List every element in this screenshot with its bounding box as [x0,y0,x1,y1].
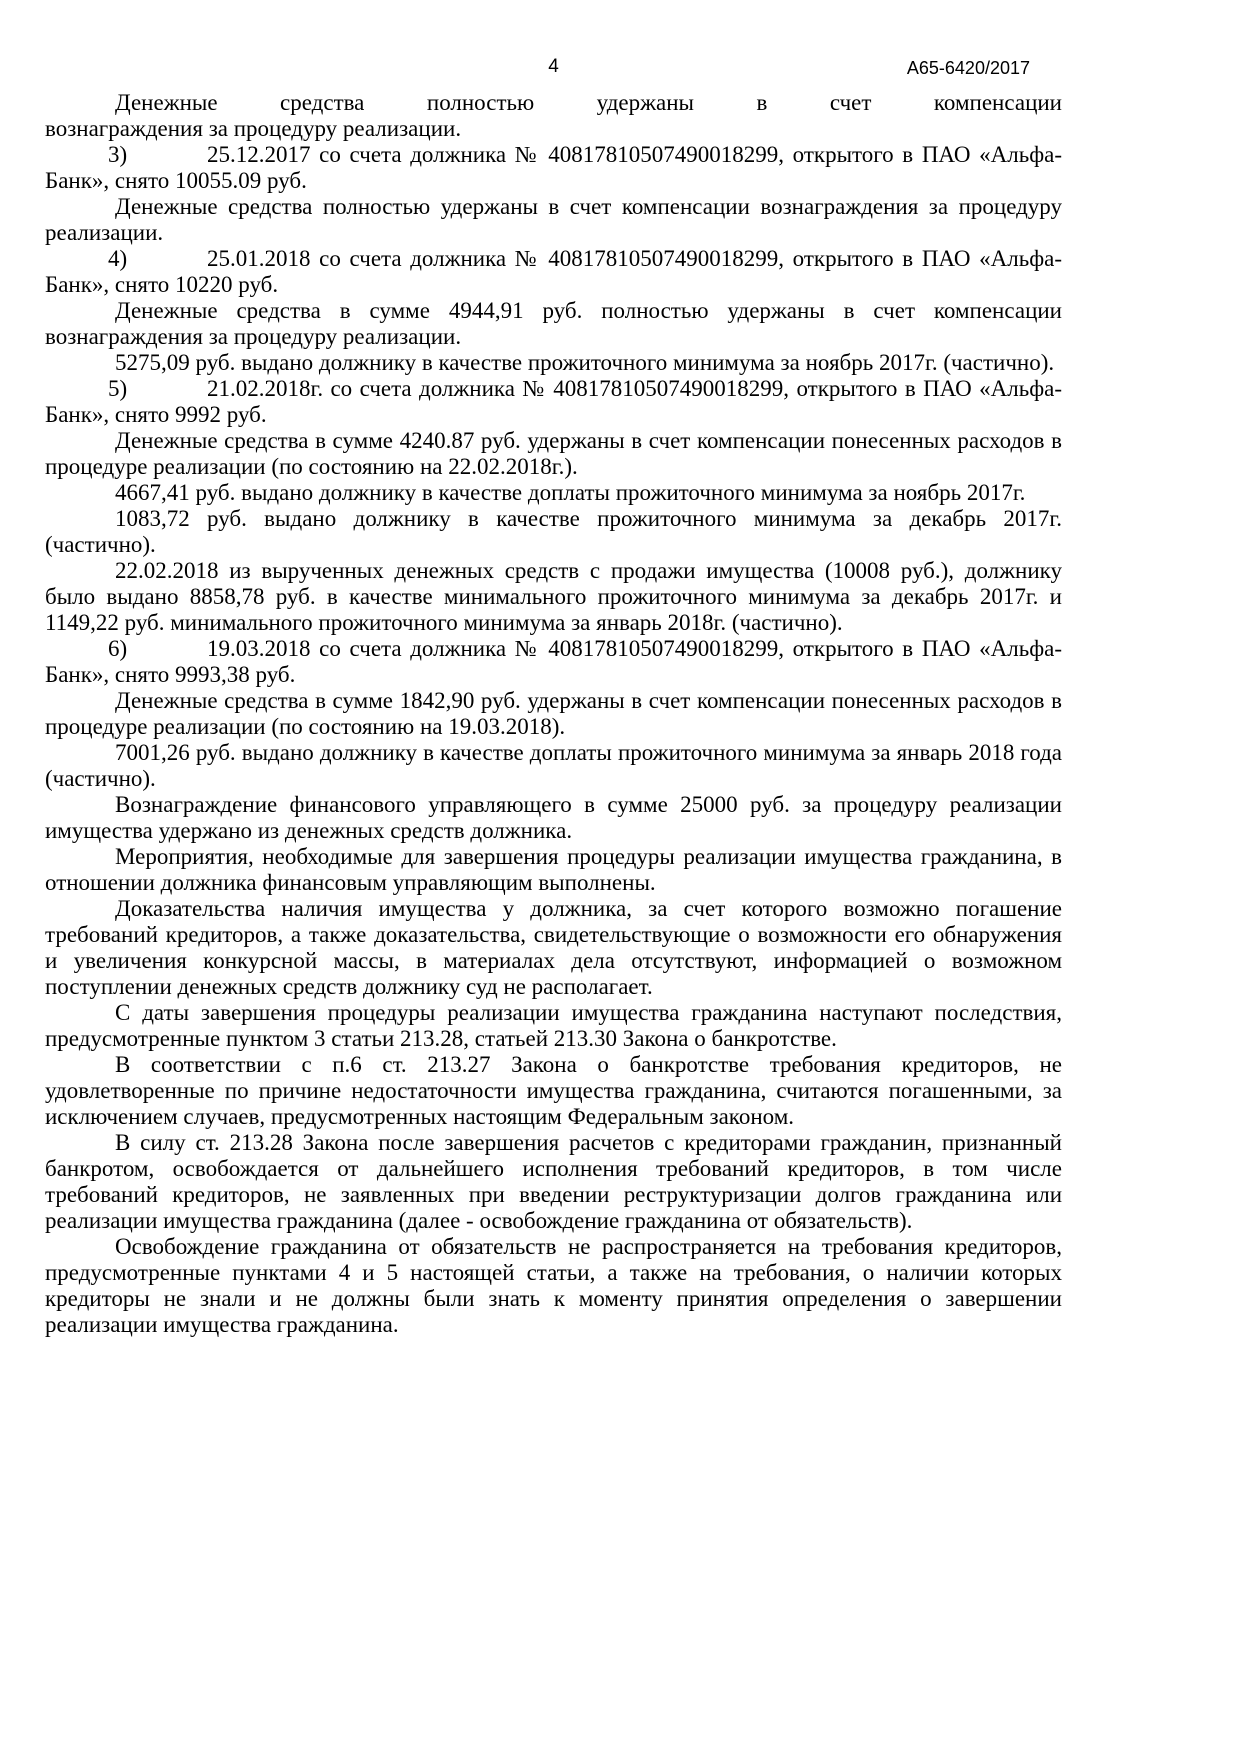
paragraph: В силу ст. 213.28 Закона после завершения расчетов с кредиторами гражданин, признанный банкротом, освобождается от дальнейшего исполнения требований кредиторов, в том числе требований кредиторов, не заявленных при введении реструктуризации долгов гражданина или реализации имущества гражданина (далее - освобождение гражданина от обязательств). [45,1130,1062,1233]
paragraph: Освобождение гражданина от обязательств не распространяется на требования кредиторов, предусмотренные пунктами 4 и 5 настоящей статьи, а также на требования, о наличии которых кредиторы не знали и не должны были знать к моменту принятия определения о завершении реализации имущества гражданина. [45,1234,1062,1337]
paragraph [45,90,1062,142]
paragraph: Мероприятия, необходимые для завершения процедуры реализации имущества гражданина, в отношении должника финансовым управляющим выполнены. [45,844,1062,895]
paragraph: В соответствии с п.6 ст. 213.27 Закона о банкротстве требования кредиторов, не удовлетворенные по причине недостаточности имущества гражданина, считаются погашенными, за исключением случаев, предусмотренных настоящим Федеральным законом. [45,1052,1062,1129]
paragraph: 6) 19.03.2018 со счета должника № 40817810507490018299, открытого в ПАО «Альфа-Банк», снято 9993,38 руб. [45,636,1062,687]
paragraph: Вознаграждение финансового управляющего в сумме 25000 руб. за процедуру реализации имущества удержано из денежных средств должника. [45,792,1062,843]
paragraph-line: вознаграждения за процедуру реализации. [45,116,462,141]
case-number: А65-6420/2017 [906,58,1030,78]
paragraph: 4667,41 руб. выдано должнику в качестве доплаты прожиточного минимума за ноябрь 2017г. [115,480,1026,505]
paragraph: Денежные средства в сумме 4240.87 руб. удержаны в счет компенсации понесенных расходов в процедуре реализации (по состоянию на 22.02.2018г.). [45,428,1062,479]
paragraph: Денежные средства в сумме 1842,90 руб. удержаны в счет компенсации понесенных расходов в процедуре реализации (по состоянию на 19.03.2018). [45,688,1062,739]
paragraph: 5) 21.02.2018г. со счета должника № 40817810507490018299, открытого в ПАО «Альфа-Банк», снято 9992 руб. [45,376,1062,427]
paragraph-number: 3) [108,142,128,167]
paragraph: 5275,09 руб. выдано должнику в качестве прожиточного минимума за ноябрь 2017г. (частично). [115,350,1055,375]
paragraph-number: 4) [108,246,128,271]
paragraph: Доказательства наличия имущества у должника, за счет которого возможно погашение требований кредиторов, а также доказательства, свидетельствующие о возможности его обнаружения и увеличения конкурсной массы, в материалах дела отсутствуют, информацией о возможном поступлении денежных средств должнику суд не располагает. [45,896,1062,999]
paragraph: 1083,72 руб. выдано должнику в качестве прожиточного минимума за декабрь 2017г. (частично). [45,506,1062,557]
paragraph: Денежные средства в сумме 4944,91 руб. полностью удержаны в счет компенсации вознаграждения за процедуру реализации. [45,298,1062,349]
paragraph-line: Денежные средства полностью удержаны в счет компенсации [115,90,1062,115]
paragraph: Денежные средства полностью удержаны в счет компенсации вознаграждения за процедуру реализации. [45,194,1062,245]
paragraph: 22.02.2018 из вырученных денежных средств с продажи имущества (10008 руб.), должнику было выдано 8858,78 руб. в качестве минимального прожиточного минимума за декабрь 2017г. и 1149,22 руб. минимального прожиточного минимума за январь 2018г. (частично). [45,558,1062,635]
paragraph: С даты завершения процедуры реализации имущества гражданина наступают последствия, предусмотренные пунктом 3 статьи 213.28, статьей 213.30 Закона о банкротстве. [45,1000,1062,1051]
page-header [45,56,1062,84]
paragraph-number: 5) [108,376,128,401]
page-number: 4 [548,56,559,77]
paragraph-number: 6) [108,636,128,661]
document-body [45,90,1062,1338]
paragraph: 3) 25.12.2017 со счета должника № 40817810507490018299, открытого в ПАО «Альфа-Банк», снято 10055.09 руб. [45,142,1062,193]
paragraph: 7001,26 руб. выдано должнику в качестве доплаты прожиточного минимума за январь 2018 года (частично). [45,740,1062,791]
paragraph: 4) 25.01.2018 со счета должника № 40817810507490018299, открытого в ПАО «Альфа-Банк», снято 10220 руб. [45,246,1062,297]
